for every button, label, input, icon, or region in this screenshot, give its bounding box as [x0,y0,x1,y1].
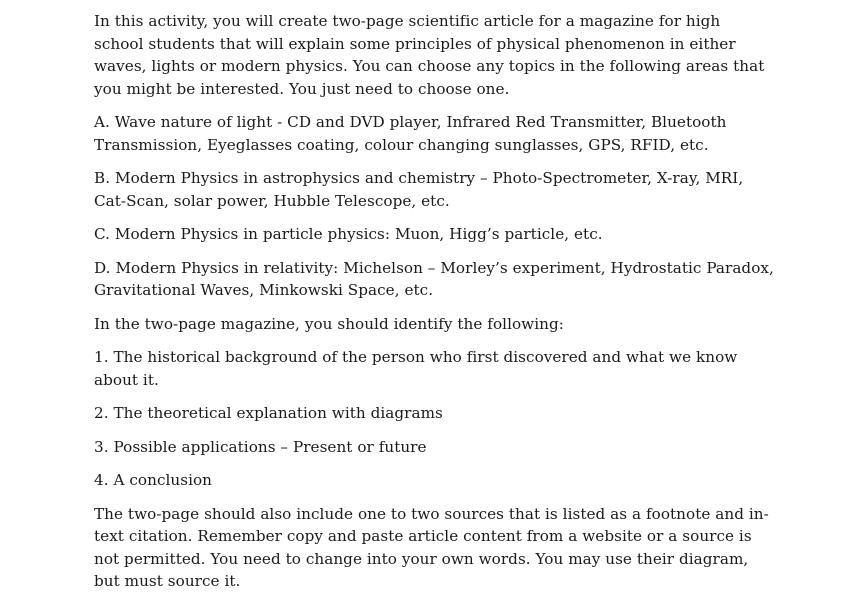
topic-b: B. Modern Physics in astrophysics and chemistry – Photo-Spectrometer, X-ray, MRI, Cat-Scan, solar power, Hubble Telescope, etc. [94,169,744,210]
document-page [94,10,774,604]
topic-c: C. Modern Physics in particle physics: Muon, Higg’s particle, etc. [94,225,603,243]
closing-paragraph: The two-page should also include one to two sources that is listed as a footnote and in-text citation. Remember copy and paste article content from a website or a source is not permitted. You need to change into your own words. You may use their diagram, but must source it. [94,504,769,590]
intro-paragraph: In this activity, you will create two-page scientific article for a magazine for high school students that will explain some principles of physical phenomenon in either waves, lights or modern physics. You can choose any topics in the following areas that you might be interested. You just need to choose one. [94,12,765,98]
topic-d: D. Modern Physics in relativity: Michelson – Morley’s experiment, Hydrostatic Paradox, Gravitational Waves, Minkowski Space, etc. [94,258,774,299]
requirement-4: 4. A conclusion [94,471,213,489]
requirement-3: 3. Possible applications – Present or future [94,437,427,456]
requirements-intro: In the two-page magazine, you should identify the following: [94,314,564,333]
requirement-2: 2. The theoretical explanation with diagrams [94,404,443,422]
requirement-1: 1. The historical background of the person who first discovered and what we know about it. [94,348,738,389]
topic-a: A. Wave nature of light - CD and DVD player, Infrared Red Transmitter, Bluetooth Transmission, Eyeglasses coating, colour changing sunglasses, GPS, RFID, etc. [94,113,727,154]
